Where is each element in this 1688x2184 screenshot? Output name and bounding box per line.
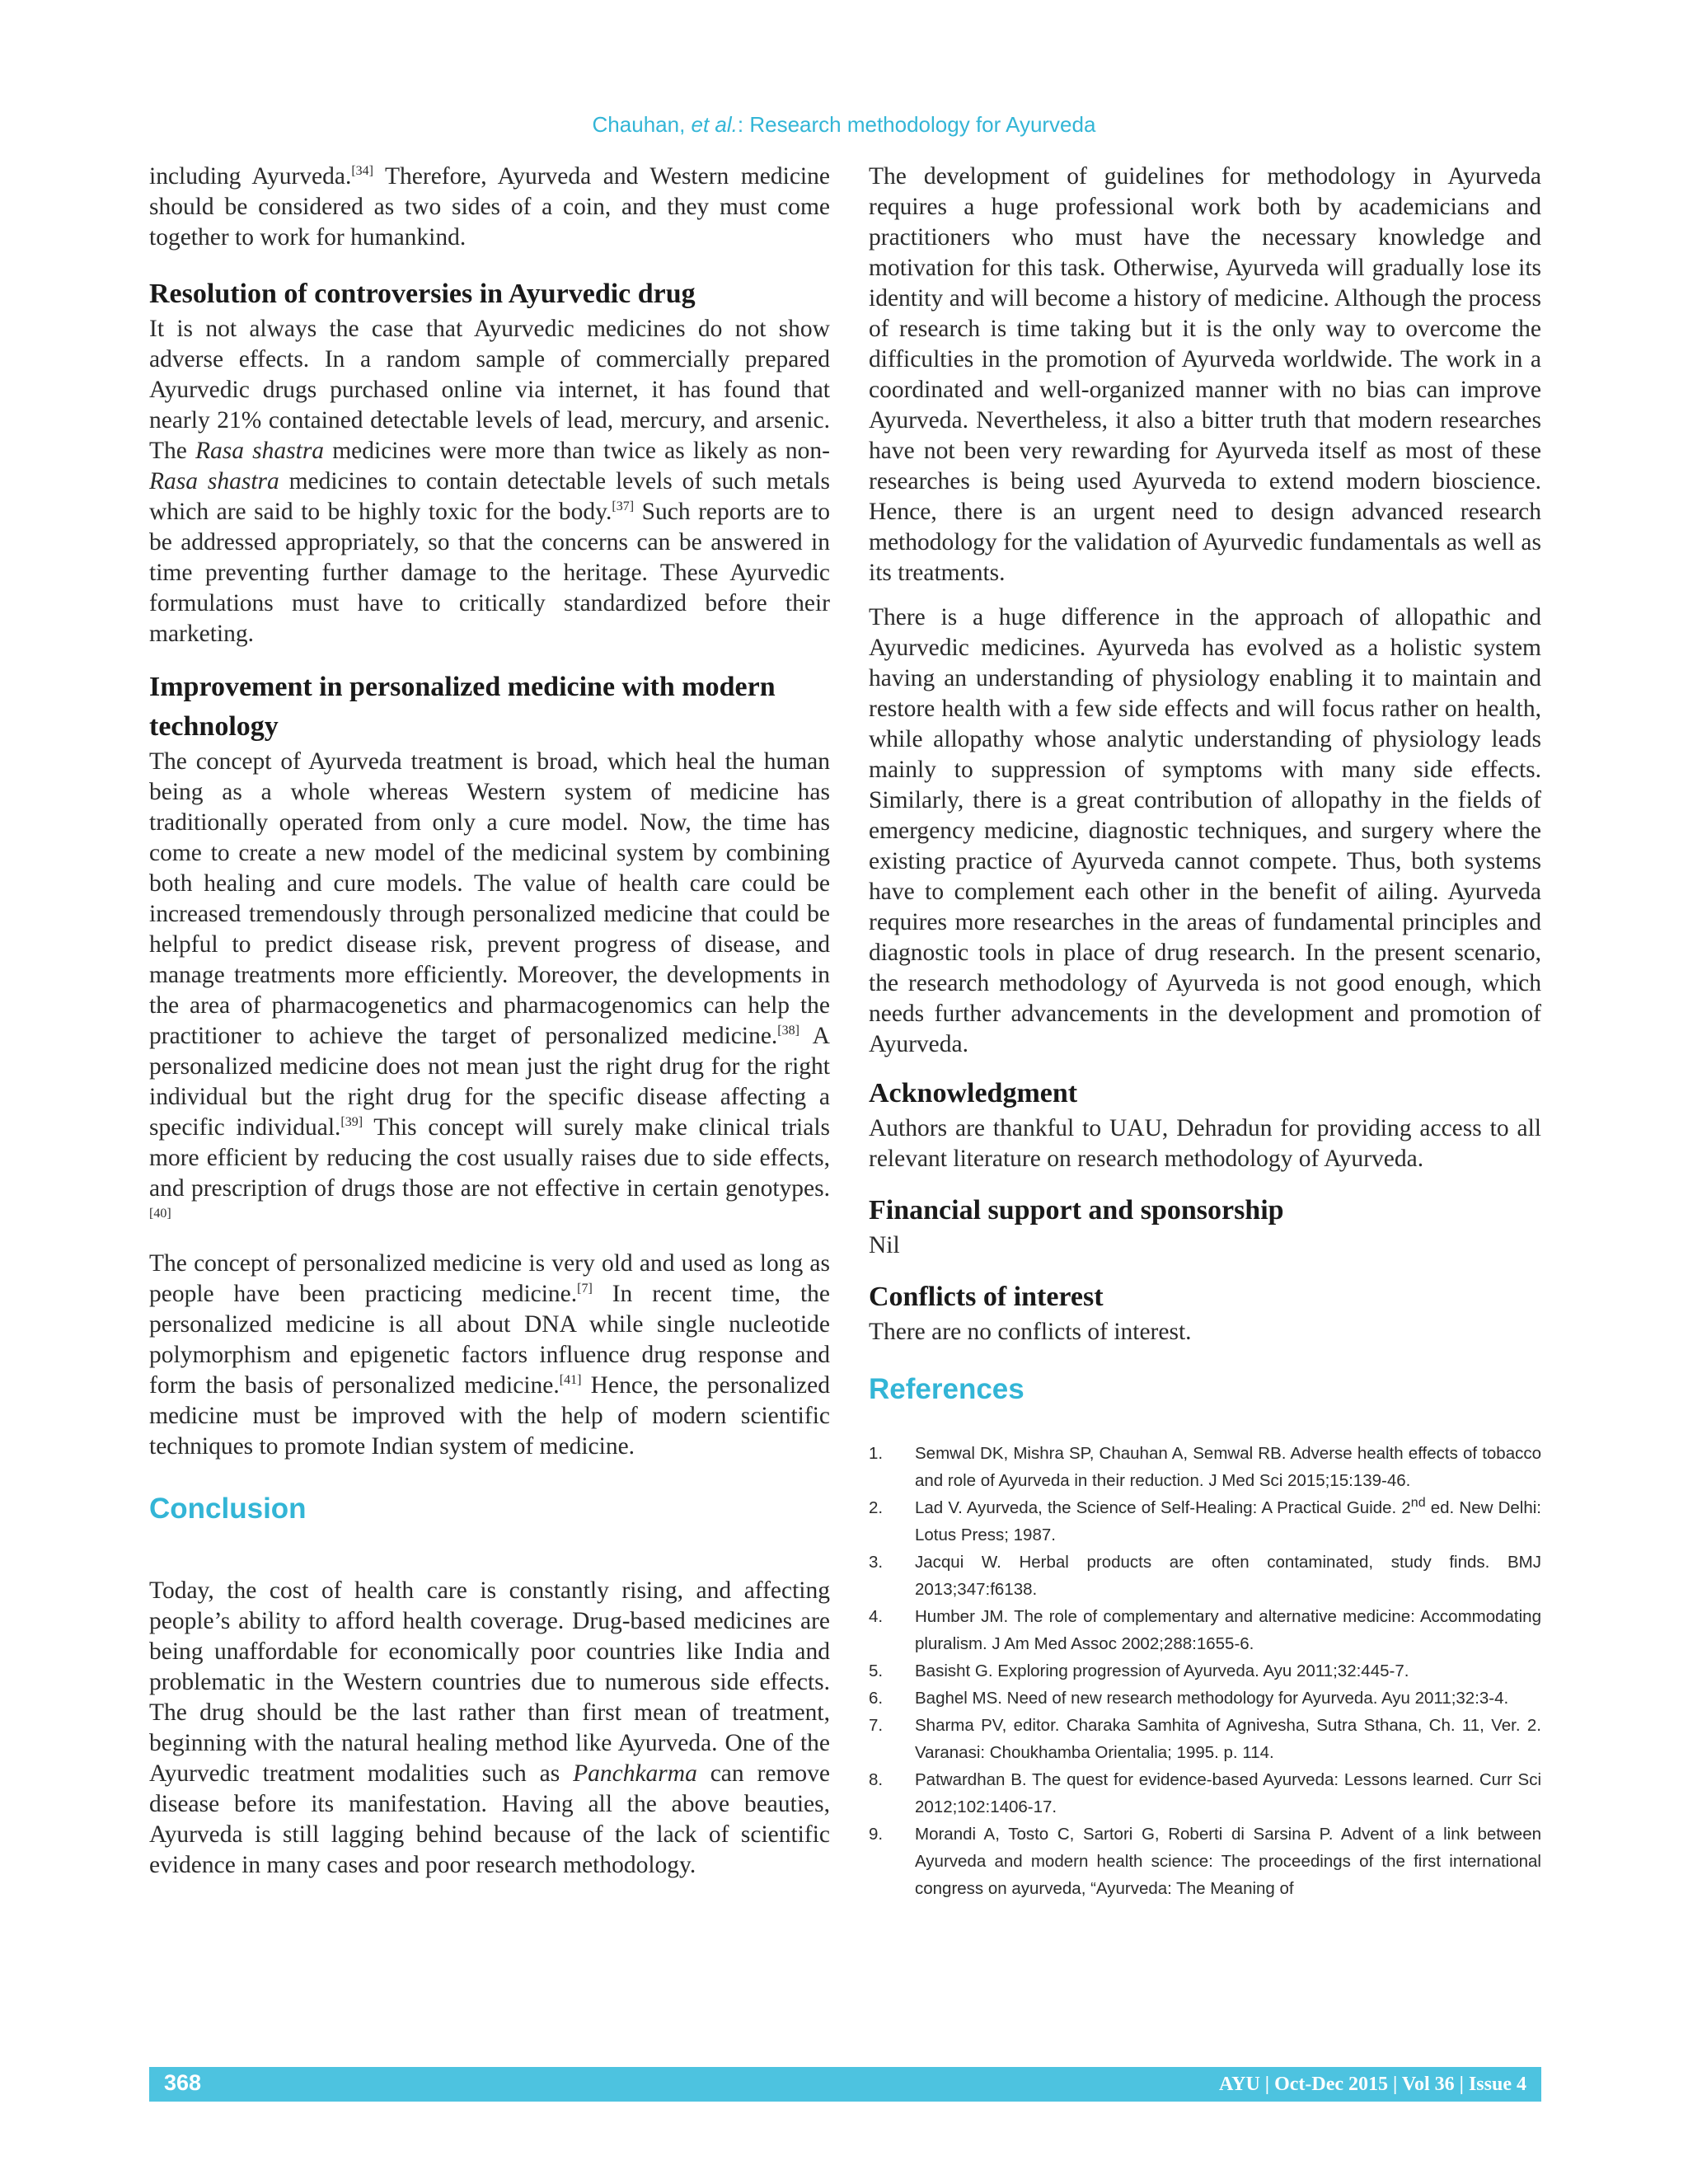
reference-item: 4. Humber JM. The role of complementary and alternative medicine: Accommodating pluralism. J Am Med Assoc 2002;288:1655-6. [869, 1607, 1541, 1653]
paragraph: The concept of Ayurveda treatment is broad, which heal the human being as a whole whereas Western system of medicine has traditionally operated from only a cure model. Now, the time has come to create a new model of the medicinal system by combining both healing and cure models. The value of health care could be increased tremendously through personalized medicine that could be helpful to predict disease risk, prevent progress of disease, and manage treatments more efficiently. Moreover, the developments in the area of pharmacogenetics and pharmacogenomics can help the practitioner to achieve the target of personalized medicine.[38] A personalized medicine does not mean just the right drug for the right individual but the right drug for the specific disease affecting a specific individual.[39] This concept will surely make clinical trials more efficient by reducing the cost usually raises due to side effects, and prescription of drugs those are not effective in certain genotypes.[40] [149, 748, 831, 1221]
citation[interactable]: [39] [340, 1115, 363, 1130]
paragraph: including Ayurveda.[34] Therefore, Ayurveda and Western medicine should be considered as two sides of a coin, and they must come together to work for humankind. [149, 163, 830, 251]
running-head-title: : Research methodology for Ayurveda [737, 112, 1096, 137]
section-heading-financial-support: Financial support and sponsorship [869, 1195, 1284, 1226]
section-heading-resolution: Resolution of controversies in Ayurvedic drug [149, 279, 696, 309]
reference-item: 3. Jacqui W. Herbal products are often contaminated, study finds. BMJ 2013;347:f6138. [869, 1553, 1541, 1599]
section-heading-improvement: Improvement in personalized medicine with modern technology [149, 672, 776, 742]
paragraph: There is a huge difference in the approach of allopathic and Ayurvedic medicines. Ayurveda has evolved as a holistic system having an understanding of physiology enabling it to maintain and restore health with a few side effects and will focus rather on health, while allopathy whose analytic understanding of physiology leads mainly to suppression of symptoms with many side effects. Similarly, there is a great contribution of allopathy in the fields of emergency medicine, diagnostic techniques, and surgery where the existing practice of Ayurveda cannot compete. Thus, both systems have to complement each other in the benefit of ailing. Ayurveda requires more researches in the areas of fundamental principles and diagnostic tools in place of drug research. In the present scenario, the research methodology of Ayurveda is not good enough, which needs further advancements in the development and promotion of Ayurveda. [869, 604, 1541, 1057]
citation[interactable]: [37] [612, 499, 635, 514]
reference-item: 9. Morandi A, Tosto C, Sartori G, Roberti di Sarsina P. Advent of a link between Ayurveda and modern health science: The proceedings of the first international congress on ayurveda, “Ayurveda: The Meaning of [869, 1825, 1541, 1898]
citation[interactable]: [41] [559, 1373, 582, 1388]
reference-item: 2. Lad V. Ayurveda, the Science of Self-Healing: A Practical Guide. 2nd ed. New Delhi: Lotus Press; 1987. [869, 1496, 1541, 1544]
journal-issue: AYU | Oct-Dec 2015 | Vol 36 | Issue 4 [1219, 2074, 1526, 2095]
citation[interactable]: [34] [351, 164, 373, 179]
paragraph: Authors are thankful to UAU, Dehradun for providing access to all relevant literature on research methodology of Ayurveda. [869, 1115, 1541, 1172]
reference-item: 8. Patwardhan B. The quest for evidence-based Ayurveda: Lessons learned. Curr Sci 2012;102:1406-17. [869, 1770, 1541, 1816]
left-column [149, 162, 830, 1895]
paragraph: There are no conflicts of interest. [869, 1319, 1192, 1345]
running-head-et-al: et al. [691, 112, 738, 137]
reference-item: 1. Semwal DK, Mishra SP, Chauhan A, Semwal RB. Adverse health effects of tobacco and role of Ayurveda in their reduction. J Med Sci 2015;15:139-46. [869, 1444, 1541, 1490]
section-heading-conclusion: Conclusion [149, 1493, 307, 1525]
paragraph: Today, the cost of health care is constantly rising, and affecting people’s ability to afford health coverage. Drug-based medicines are being unaffordable for economically poor countries like India and problematic in the Western countries due to numerous side effects. The drug should be the last rather than first mean of treatment, beginning with the natural healing method like Ayurveda. One of the Ayurvedic treatment modalities such as Panchkarma can remove disease before its manifestation. Having all the above beauties, Ayurveda is still lagging behind because of the lack of scientific evidence in many cases and poor research methodology. [149, 1577, 830, 1878]
section-heading-references: References [869, 1373, 1025, 1405]
running-head [0, 112, 1688, 138]
reference-item: 5. Basisht G. Exploring progression of Ayurveda. Ayu 2011;32:445-7. [869, 1661, 1409, 1680]
section-heading-conflicts: Conflicts of interest [869, 1282, 1104, 1312]
reference-list [869, 1440, 1541, 1902]
paragraph: The concept of personalized medicine is very old and used as long as people have been practicing medicine.[7] In recent time, the personalized medicine is all about DNA while single nucleotide polymorphism and epigenetic factors influence drug response and form the basis of personalized medicine.[41] Hence, the personalized medicine must be improved with the help of modern scientific techniques to promote Indian system of medicine. [149, 1250, 830, 1460]
reference-item: 6. Baghel MS. Need of new research methodology for Ayurveda. Ayu 2011;32:3-4. [869, 1689, 1509, 1708]
paragraph: Nil [869, 1232, 900, 1258]
section-heading-acknowledgment: Acknowledgment [869, 1078, 1078, 1108]
paragraph: The development of guidelines for methodology in Ayurveda requires a huge professional work both by academicians and practitioners who must have the necessary knowledge and motivation for this task. Otherwise, Ayurveda will gradually lose its identity and will become a history of medicine. Although the process of research is time taking but it is the only way to overcome the difficulties in the promotion of Ayurveda worldwide. The work in a coordinated and well-organized manner with no bias can improve Ayurveda. Nevertheless, it also a bitter truth that modern researches have not been very rewarding for Ayurveda itself as most of these researches is being used Ayurveda to extend modern bioscience. Hence, there is an urgent need to design advanced research methodology for the validation of Ayurvedic fundamentals as well as its treatments. [869, 163, 1541, 586]
citation[interactable]: [38] [777, 1024, 799, 1038]
right-column [869, 162, 1541, 1902]
paragraph: It is not always the case that Ayurvedic medicines do not show adverse effects. In a random sample of commercially prepared Ayurvedic drugs purchased online via internet, it has found that nearly 21% contained detectable levels of lead, mercury, and arsenic. The Rasa shastra medicines were more than twice as likely as non-Rasa shastra medicines to contain detectable levels of such metals which are said to be highly toxic for the body.[37] Such reports are to be addressed appropriately, so that the concerns can be answered in time preventing further damage to the heritage. These Ayurvedic formulations must have to critically standardized before their marketing. [149, 316, 831, 647]
citation[interactable]: [40] [149, 1207, 171, 1221]
page-number: 368 [164, 2070, 202, 2095]
footer-bar [149, 2067, 1541, 2102]
reference-item: 7. Sharma PV, editor. Charaka Samhita of Agnivesha, Sutra Sthana, Ch. 11, Ver. 2. Varanasi: Choukhamba Orientalia; 1995. p. 114. [869, 1716, 1541, 1762]
running-head-authors: Chauhan, [592, 112, 692, 137]
citation[interactable]: [7] [577, 1282, 593, 1296]
